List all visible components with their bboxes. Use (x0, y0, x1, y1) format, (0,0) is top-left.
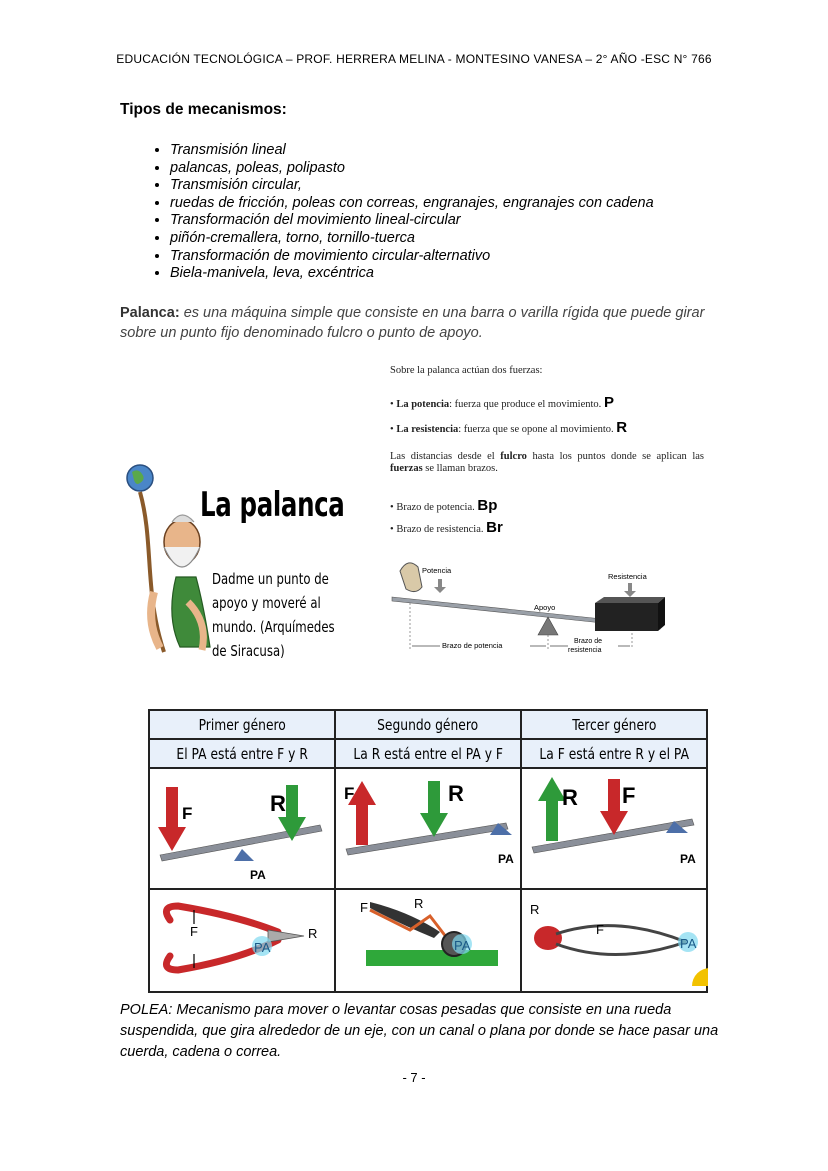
list-item: • palancas, poleas, polipasto (170, 160, 654, 178)
palanca-term: Palanca: (120, 305, 180, 321)
second-genre-lever (336, 769, 522, 883)
genre-diagram-3 (521, 768, 707, 889)
genre-name-2: Segundo género (335, 710, 521, 739)
genre-name-1: Primer género (149, 710, 335, 739)
page-number: - 7 - (402, 1070, 426, 1085)
svg-text:PA: PA (454, 938, 471, 953)
dist-text-a: Las distancias desde el (390, 451, 495, 462)
resistencia-desc: : fuerza que se opone al movimiento. (458, 424, 614, 435)
dist-fulcro: fulcro (500, 451, 527, 462)
genre-diagram-2 (335, 768, 521, 889)
br-text: Brazo de resistencia. (396, 524, 484, 535)
svg-text:F: F (182, 804, 193, 823)
lever-brazo-resistencia-label-2: resistencia (568, 647, 602, 654)
list-item: • piñón-cremallera, torno, tornillo-tuerca (170, 230, 654, 248)
svg-text:F: F (344, 784, 355, 803)
svg-text:PA: PA (498, 852, 514, 866)
lever-diagram (390, 555, 670, 665)
svg-text:F: F (622, 783, 636, 808)
bp-line: • Brazo de potencia. Bp (390, 497, 498, 514)
svg-text:PA: PA (680, 852, 696, 866)
br-line: • Brazo de resistencia. Br (390, 519, 503, 536)
list-item: • Transformación de movimiento circular-alternativo (170, 248, 654, 266)
tweezers-icon (522, 890, 708, 986)
genre-example-1 (149, 889, 335, 992)
svg-text:F: F (190, 924, 198, 939)
genre-desc-1: El PA está entre F y R (149, 739, 335, 768)
lever-brazo-resistencia-label-1: Brazo de (574, 638, 603, 645)
cartoon-quote: Dadme un punto de apoyo y moveré al mundo. (Arquímedes de Siracusa) (212, 570, 335, 660)
svg-text:R: R (530, 902, 540, 917)
potencia-desc: : fuerza que produce el movimiento. (449, 399, 602, 410)
svg-text:R: R (562, 785, 578, 810)
svg-text:F: F (360, 900, 368, 915)
distances-text (390, 451, 704, 475)
page-header: EDUCACIÓN TECNOLÓGICA – PROF. HERRERA MELINA - MONTESINO VANESA – 2° AÑO -ESC N° 766 (116, 52, 712, 66)
mechanism-types-list (140, 142, 654, 283)
lever-brazo-potencia-label: Brazo de potencia (442, 641, 503, 650)
resistencia-term: La resistencia (396, 424, 459, 435)
dist-text-b: hasta los puntos donde se aplican las (532, 451, 705, 462)
cartoon-title: La palanca (200, 485, 345, 525)
list-item: • Transmisión lineal (170, 142, 654, 160)
lever-genres-table (148, 709, 708, 993)
forces-intro: Sobre la palanca actúan dos fuerzas: (390, 365, 543, 376)
svg-text:R: R (414, 896, 424, 911)
genre-diagram-1 (149, 768, 335, 889)
svg-text:R: R (270, 791, 286, 816)
first-genre-lever (150, 769, 336, 883)
genre-desc-3: La F está entre R y el PA (521, 739, 707, 768)
palanca-text: es una máquina simple que consiste en una barra o varilla rígida que puede girar sobre un punto fijo denominado fulcro o punto de apoyo. (120, 305, 705, 341)
third-genre-lever (522, 769, 708, 883)
polea-definition: POLEA: Mecanismo para mover o levantar cosas pesadas que consiste en una rueda suspendida, que gira alrededor de un eje, con un canal o plana por donde se hace pasar una cuerda, cadena o correa. (120, 1002, 719, 1060)
lever-potencia-label: Potencia (422, 566, 452, 575)
lever-resistencia-label: Resistencia (608, 572, 647, 581)
dist-text-c: se llaman brazos. (425, 463, 498, 474)
svg-text:R: R (448, 781, 464, 806)
genre-name-3: Tercer género (521, 710, 707, 739)
potencia-symbol: P (603, 394, 614, 411)
potencia-line: • La potencia: fuerza que produce el movimiento. P (390, 394, 614, 411)
list-item: • Biela-manivela, leva, excéntrica (170, 265, 654, 283)
genre-desc-2: La R está entre el PA y F (335, 739, 521, 768)
list-item: • Transmisión circular, (170, 177, 654, 195)
genre-example-2 (335, 889, 521, 992)
wheelbarrow-icon (336, 890, 522, 986)
svg-text:PA: PA (254, 940, 271, 955)
svg-text:R: R (308, 926, 318, 941)
svg-text:PA: PA (250, 868, 266, 882)
dist-fuerzas: fuerzas (390, 463, 423, 474)
resistencia-symbol: R (616, 419, 628, 436)
pliers-icon (150, 890, 336, 986)
potencia-term: La potencia (396, 399, 450, 410)
lever-apoyo-label: Apoyo (534, 603, 556, 612)
svg-text:PA: PA (680, 936, 697, 951)
bp-text: Brazo de potencia. (396, 502, 475, 513)
list-item: • Transformación del movimiento lineal-circular (170, 212, 654, 230)
section-title: Tipos de mecanismos: (120, 101, 287, 118)
genre-example-3 (521, 889, 707, 992)
resistencia-line: • La resistencia: fuerza que se opone al movimiento. R (390, 419, 628, 436)
list-item: • ruedas de fricción, poleas con correas, engranajes, engranajes con cadena (170, 195, 654, 213)
svg-text:F: F (596, 922, 604, 937)
br-symbol: Br (486, 519, 503, 536)
bp-symbol: Bp (477, 497, 498, 514)
palanca-definition (120, 303, 720, 343)
